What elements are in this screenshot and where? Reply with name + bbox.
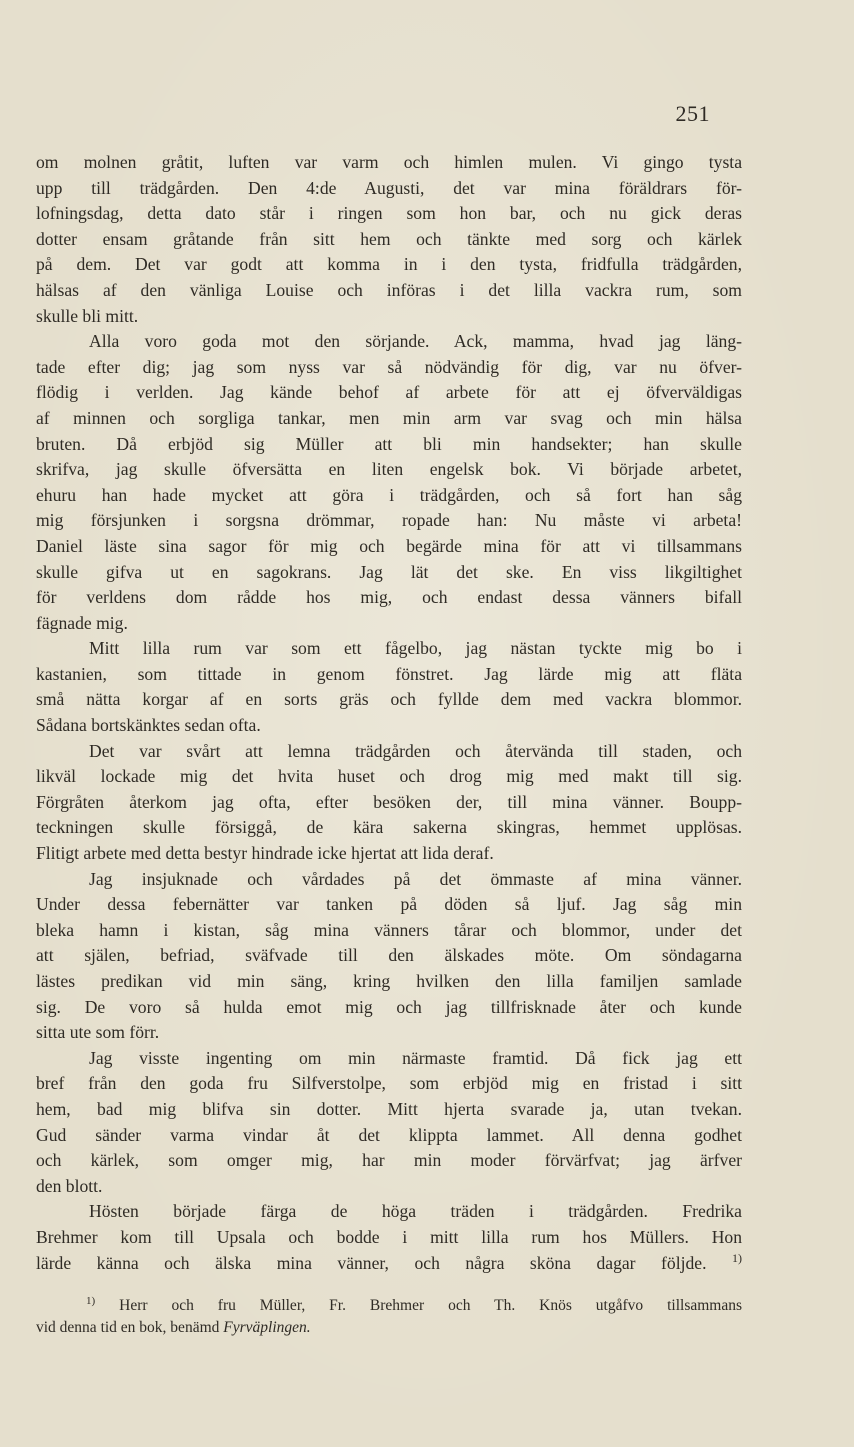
text-line — [36, 1046, 742, 1072]
text-line-content: dotter ensam gråtande från sitt hem och tänkte med sorg och kärlek — [36, 228, 742, 249]
text-line-content: fägnade mig. — [36, 612, 128, 633]
text-line-content: ehuru han hade mycket att göra i trädgården, och så fort han såg — [36, 484, 742, 505]
text-line — [36, 969, 742, 995]
text-line — [36, 815, 742, 841]
text-line-content: Jag visste ingenting om min närmaste framtid. Då fick jag ett — [89, 1047, 742, 1068]
text-line-content: hem, bad mig blifva sin dotter. Mitt hjerta svarade ja, utan tvekan. — [36, 1098, 742, 1119]
text-line-content: lärde känna och älska mina vänner, och några sköna dagar följde. — [36, 1252, 707, 1273]
footnote-text: Herr och fru Müller, Fr. Brehmer och Th. Knös utgåfvo tillsammans — [119, 1297, 743, 1314]
text-line — [36, 1097, 742, 1123]
text-line — [36, 662, 742, 688]
text-line — [36, 764, 742, 790]
text-line — [36, 1148, 742, 1174]
text-line-content: lofningsdag, detta dato står i ringen som hon bar, och nu gick deras — [36, 203, 742, 224]
text-line-content: Det var svårt att lemna trädgården och återvända till staden, och — [89, 740, 742, 761]
text-line-content: Förgråten återkom jag ofta, efter besöken der, till mina vänner. Boupp- — [36, 791, 742, 812]
footnote — [36, 1295, 742, 1339]
text-line — [36, 176, 742, 202]
text-line — [36, 508, 742, 534]
text-line — [36, 636, 742, 662]
text-line-content: teckningen skulle försiggå, de kära sakerna skingras, hemmet upplösas. — [36, 817, 742, 838]
text-line — [36, 380, 742, 406]
text-line — [36, 1020, 742, 1046]
text-line-content: och kärlek, som omger mig, har min moder förvärfvat; jag ärfver — [36, 1150, 742, 1171]
text-line — [36, 534, 742, 560]
text-line-content: kastanien, som tittade in genom fönstret. Jag lärde mig att fläta — [36, 663, 742, 684]
text-line-content: Brehmer kom till Upsala och bodde i mitt lilla rum hos Müllers. Hon — [36, 1226, 742, 1247]
text-line — [36, 304, 742, 330]
text-line — [36, 1071, 742, 1097]
text-line — [36, 483, 742, 509]
text-line-content: skrifva, jag skulle öfversätta en liten engelsk bok. Vi började arbetet, — [36, 459, 742, 480]
text-line-content: bref från den goda fru Silfverstolpe, som erbjöd mig en fristad i sitt — [36, 1073, 742, 1094]
text-line — [36, 585, 742, 611]
text-line-content: Jag insjuknade och vårdades på det ömmaste af mina vänner. — [89, 868, 742, 889]
text-line-content: Daniel läste sina sagor för mig och begärde mina för att vi tillsammans — [36, 535, 742, 556]
text-line-content: Hösten började färga de höga träden i trädgården. Fredrika — [89, 1201, 742, 1222]
text-line — [36, 252, 742, 278]
text-line — [36, 278, 742, 304]
text-line — [36, 713, 742, 739]
text-line-content: skulle gifva ut en sagokrans. Jag lät det ske. En viss likgiltighet — [36, 561, 742, 582]
text-line — [36, 1251, 742, 1277]
text-line — [36, 841, 742, 867]
text-line — [36, 1199, 742, 1225]
page-number: 251 — [675, 101, 710, 126]
footnote-line — [36, 1295, 742, 1317]
text-line — [36, 611, 742, 637]
text-line-content: Flitigt arbete med detta bestyr hindrade icke hjertat att lida deraf. — [36, 843, 494, 864]
text-line-content: lästes predikan vid min säng, kring hvilken den lilla familjen samlade — [36, 971, 742, 991]
text-line — [36, 995, 742, 1021]
footnote-marker: 1) — [86, 1294, 96, 1307]
text-line-content: om molnen gråtit, luften var varm och himlen mulen. Vi gingo tysta — [36, 152, 742, 172]
text-line — [36, 457, 742, 483]
text-line-content: skulle bli mitt. — [36, 305, 139, 326]
text-line-content: små nätta korgar af en sorts gräs och fyllde dem med vackra blommor. — [36, 689, 742, 710]
text-line-content: Mitt lilla rum var som ett fågelbo, jag nästan tyckte mig bo i — [89, 638, 742, 659]
text-line — [36, 227, 742, 253]
text-line-content: Alla voro goda mot den sörjande. Ack, mamma, hvad jag läng- — [89, 331, 742, 352]
text-line-content: mig försjunken i sorgsna drömmar, ropade han: Nu måste vi arbeta! — [36, 510, 742, 531]
text-line-content: Gud sänder varma vindar åt det klippta lammet. All denna godhet — [36, 1124, 742, 1145]
text-line-content: sig. De voro så hulda emot mig och jag tillfrisknade åter och kunde — [36, 996, 742, 1017]
text-line-content: för verldens dom rådde hos mig, och endast dessa vänners bifall — [36, 587, 742, 608]
text-line-content: flödig i verlden. Jag kände behof af arbete för att ej öfverväldigas — [36, 382, 742, 403]
text-line — [36, 201, 742, 227]
text-line — [36, 790, 742, 816]
text-line — [36, 560, 742, 586]
text-line — [36, 867, 742, 893]
text-line-content: likväl lockade mig det hvita huset och drog mig med makt till sig. — [36, 766, 742, 787]
text-line-content: på dem. Det var godt att komma in i den tysta, fridfulla trädgården, — [36, 254, 742, 275]
footnote-reference-marker: 1) — [731, 1250, 742, 1265]
text-line-content: hälsas af den vänliga Louise och införas i det lilla vackra rum, som — [36, 279, 742, 300]
text-line — [36, 1225, 742, 1251]
text-line — [36, 329, 742, 355]
text-line — [36, 355, 742, 381]
footnote-text: vid denna tid en bok, benämd — [36, 1319, 224, 1336]
text-line-content: sitta ute som förr. — [36, 1022, 160, 1043]
text-line — [36, 406, 742, 432]
text-line — [36, 1174, 742, 1200]
text-line — [36, 687, 742, 713]
text-line — [36, 1123, 742, 1149]
footnote-book-title: Fyrväplingen. — [223, 1319, 311, 1336]
text-line-content: Sådana bortskänktes sedan ofta. — [36, 715, 261, 736]
text-line — [36, 432, 742, 458]
text-line — [36, 943, 742, 969]
text-line-content: bruten. Då erbjöd sig Müller att bli min handsekter; han skulle — [36, 433, 742, 454]
text-line — [36, 150, 742, 176]
footnote-line — [36, 1317, 742, 1339]
text-line-content: den blott. — [36, 1175, 103, 1196]
text-line-content: upp till trädgården. Den 4:de Augusti, det var mina föräldrars för- — [36, 177, 742, 198]
text-line-content: tade efter dig; jag som nyss var så nödvändig för dig, var nu öfver- — [36, 356, 742, 377]
text-line-content: Under dessa febernätter var tanken på döden så ljuf. Jag såg min — [36, 894, 742, 915]
text-line-content: att själen, befriad, sväfvade till den älskades möte. Om söndagarna — [36, 945, 742, 966]
text-line-content: bleka hamn i kistan, såg mina vänners tårar och blommor, under det — [36, 919, 742, 940]
text-line — [36, 918, 742, 944]
body-text — [36, 150, 742, 1276]
text-line — [36, 892, 742, 918]
text-line-content: af minnen och sorgliga tankar, men min arm var svag och min hälsa — [36, 407, 742, 428]
text-line — [36, 739, 742, 765]
